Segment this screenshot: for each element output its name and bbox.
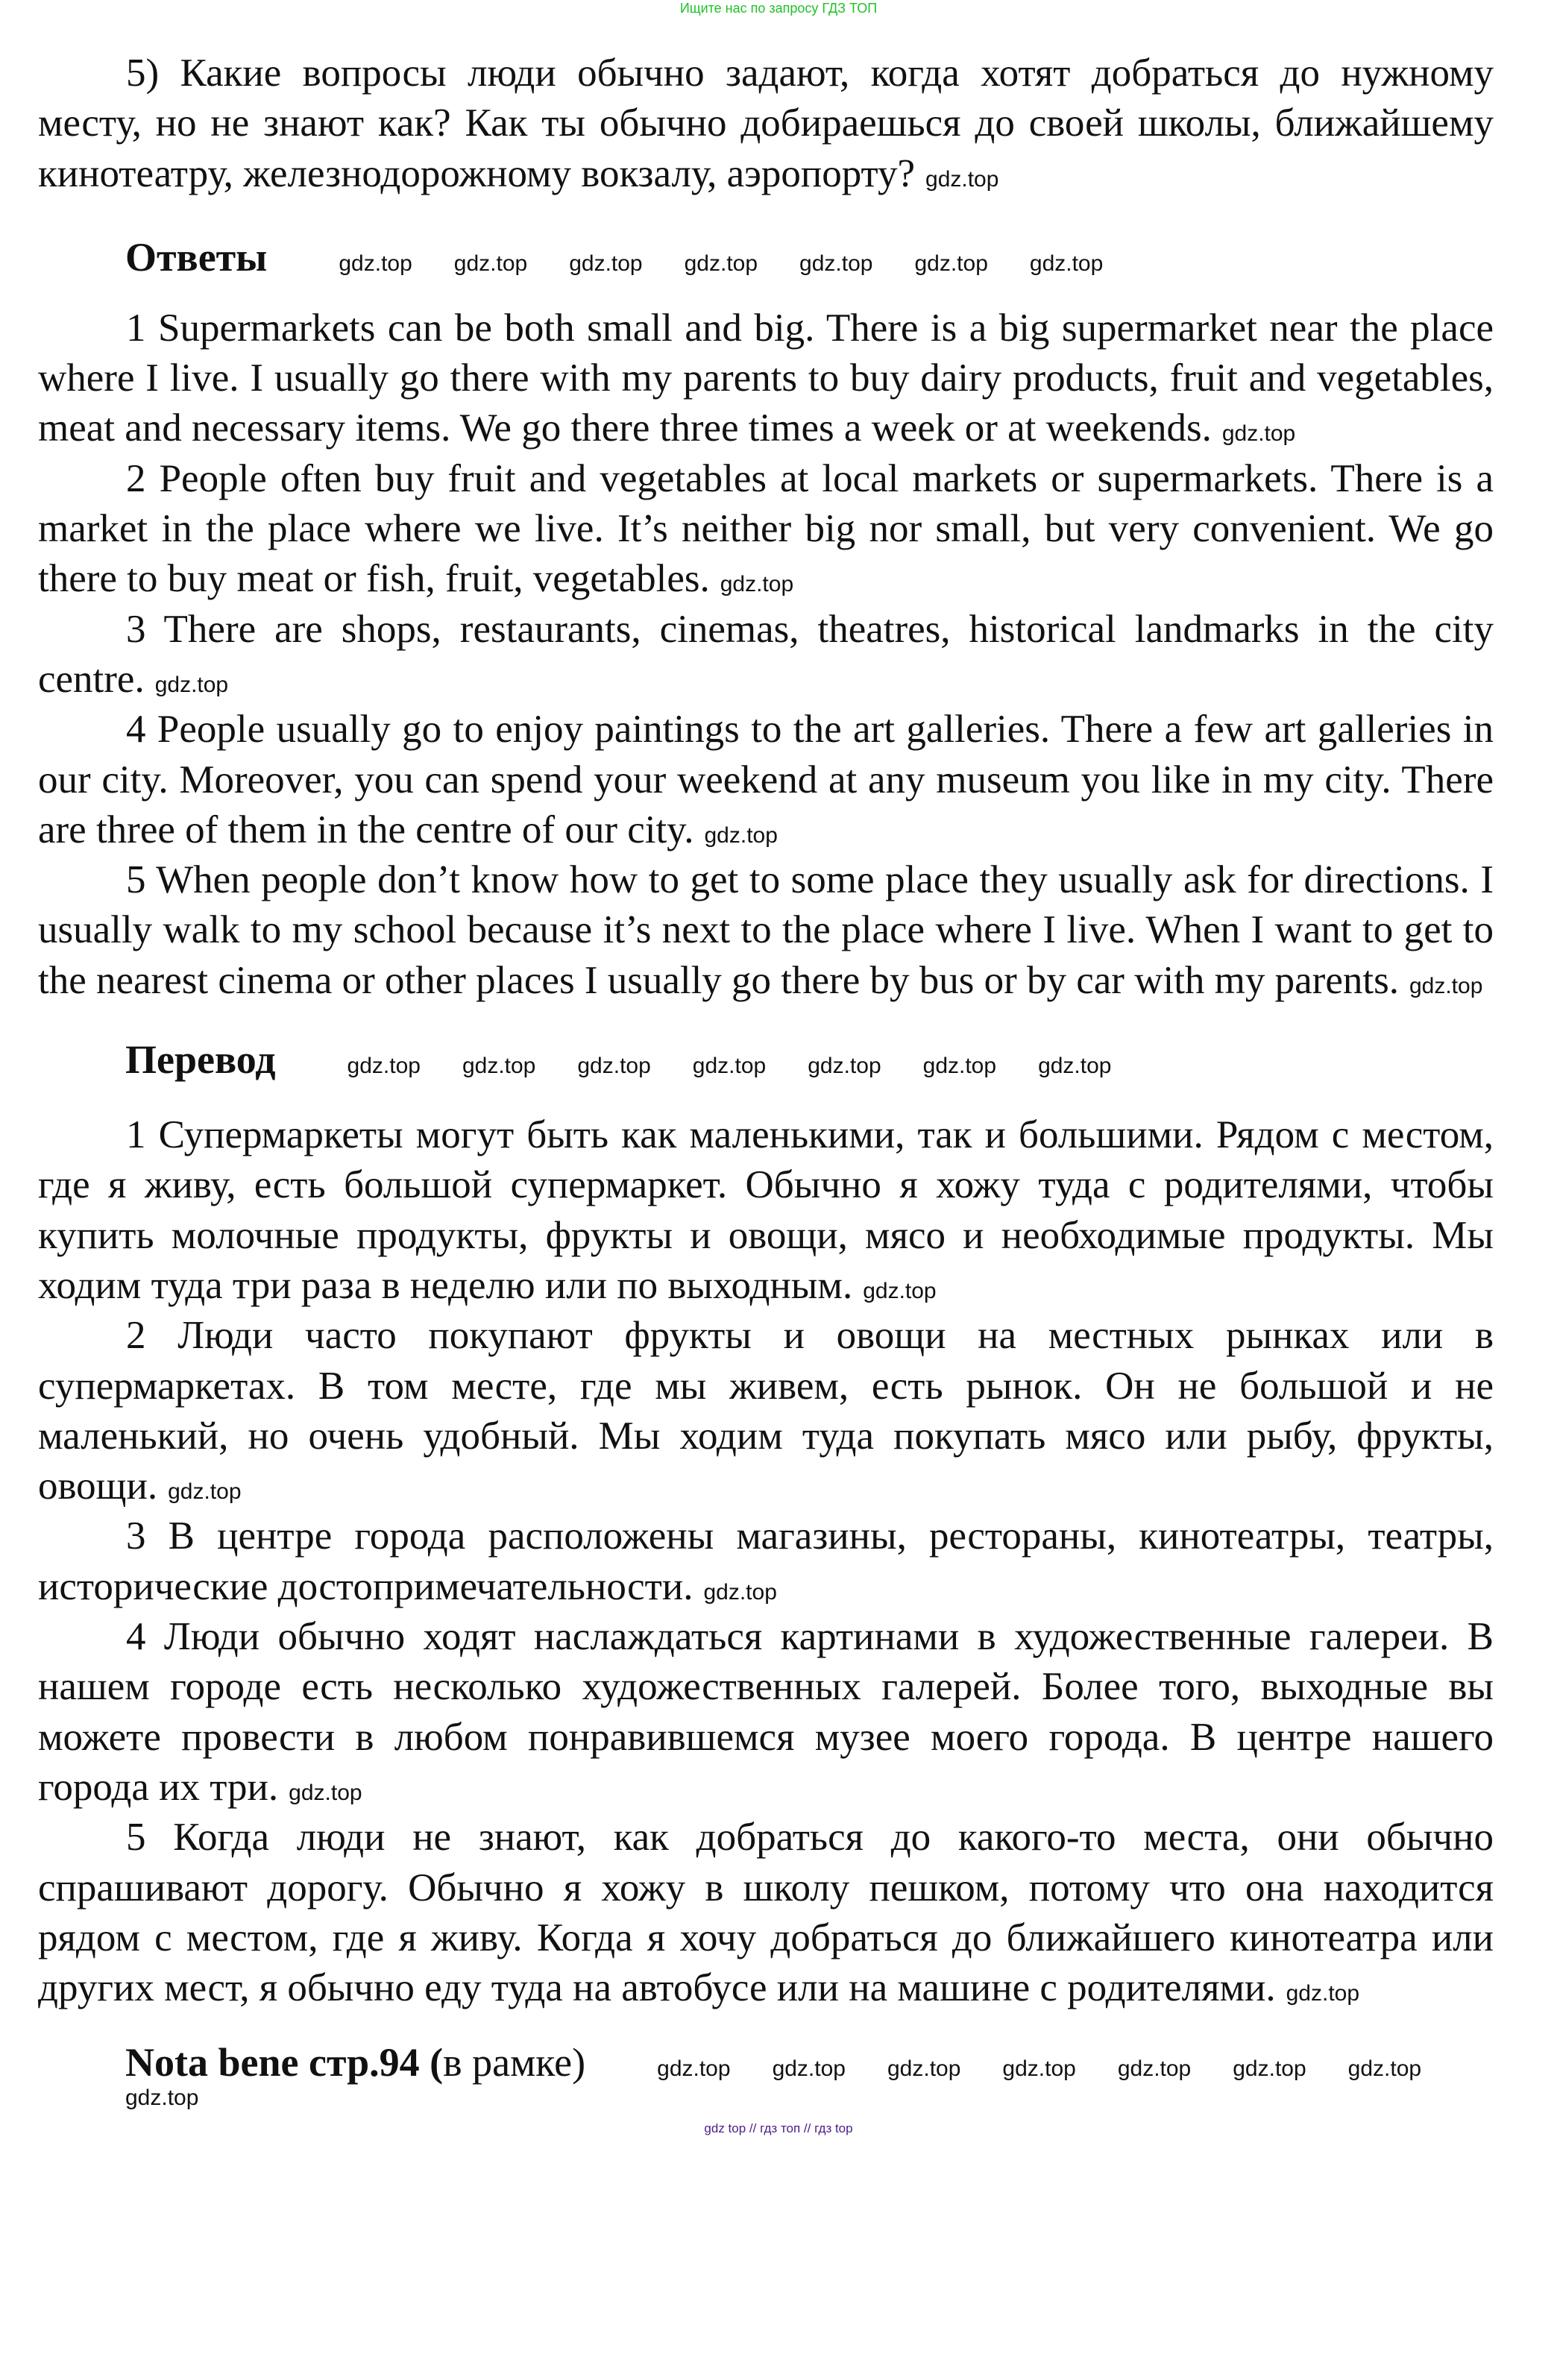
watermark-text: gdz.top [887, 2056, 961, 2082]
watermark-text: gdz.top [154, 672, 229, 697]
watermark-text: gdz.top [1409, 973, 1483, 998]
answer-5 [38, 855, 1494, 1006]
answer-2 [38, 454, 1494, 605]
question-5 [38, 48, 1494, 199]
translation-4 [38, 1612, 1494, 1813]
watermark-text: gdz.top [577, 1054, 651, 1079]
translation-1 [38, 1110, 1494, 1311]
translation-section [38, 1110, 1494, 2013]
page-content [0, 48, 1557, 2110]
nota-bene-note: в рамке) [443, 2040, 586, 2085]
answer-4-text: 4 People usually go to enjoy paintings to the art galleries. There a few art galleries in our city. Moreover, you can spend your weekend at any museum you like in my city. There are three of them in the centre of our city. [38, 708, 1494, 851]
watermark-text: gdz.top [569, 251, 643, 276]
watermark-text: gdz.top [808, 1054, 881, 1079]
answer-2-text: 2 People often buy fruit and vegetables at local markets or supermarkets. There is a market in the place where we live. It’s neither big nor small, but very convenient. We go there to buy meat or fish, fruit, vegetables. [38, 456, 1494, 601]
translation-5 [38, 1813, 1494, 2013]
watermark-text: gdz.top [692, 1054, 767, 1079]
translation-heading: Перевод [125, 1037, 276, 1083]
watermark-text: gdz.top [772, 2056, 846, 2082]
translation-2 [38, 1311, 1494, 1511]
answer-3 [38, 605, 1494, 705]
answer-1 [38, 303, 1494, 454]
watermark-text: gdz.top [657, 2056, 731, 2082]
translation-2-text: 2 Люди часто покупают фрукты и овощи на местных рынках или в супермаркетах. В том месте, где мы живем, есть рынок. Он не большой и не маленький, но очень удобный. Мы ходим туда покупать мясо или рыбу, фрукты, овощи. [38, 1314, 1494, 1508]
nota-bene-row [38, 2039, 1494, 2110]
watermark-text: gdz.top [453, 251, 528, 276]
translation-1-text: 1 Супермаркеты могут быть как маленькими, так и большими. Рядом с местом, где я живу, есть большой супермаркет. Обычно я хожу туда с родителями, чтобы купить молочные продукты, фрукты и овощи, мясо и необходимые продукты. Мы ходим туда три раза в неделю или по выходным. [38, 1113, 1494, 1307]
watermark-text: gdz.top [1286, 1981, 1360, 2006]
watermark-text: gdz.top [1117, 2056, 1192, 2082]
watermark-text: gdz.top [720, 572, 794, 597]
translation-4-text: 4 Люди обычно ходят наслаждаться картинами в художественные галереи. В нашем городе есть несколько художественных галерей. Более того, выходные вы можете провести в любом понравившемся музее моего города. В центре нашего города их три. [38, 1615, 1494, 1809]
answer-5-text: 5 When people don’t know how to get to some place they usually ask for directions. I usually walk to my school because it’s next to the place where I live. When I want to get to the nearest cinema or other places I usually go there by bus or by car with my parents. [38, 858, 1494, 1002]
watermark-text: gdz.top [125, 2085, 199, 2111]
translation-3 [38, 1511, 1494, 1612]
answers-heading-row [38, 233, 1494, 281]
watermark-text: gdz.top [1233, 2056, 1306, 2082]
nota-bene-title: Nota bene стр.94 ( [125, 2040, 444, 2085]
answer-1-text: 1 Supermarkets can be both small and big. There is a big supermarket near the place where I live. I usually go there with my parents to buy dairy products, fruit and vegetables, meat and necessary items. We go there three times a week or at weekends. [38, 306, 1494, 450]
translation-heading-row [38, 1036, 1494, 1083]
answer-3-text: 3 There are shops, restaurants, cinemas, theatres, historical landmarks in the city centre. [38, 607, 1494, 701]
watermark-text: gdz.top [462, 1054, 536, 1079]
question-text: 5) Какие вопросы люди обычно задают, когда хотят добраться до нужному месту, но не знают как? Как ты обычно добираешься до своей школы, ближайшему кинотеатру, железнодорожному вокзалу, аэропорту? [38, 51, 1494, 195]
watermark-text: gdz.top [289, 1780, 362, 1805]
watermark-text: gdz.top [684, 251, 758, 276]
watermark-text: gdz.top [925, 166, 999, 192]
watermark-text: gdz.top [339, 251, 412, 276]
watermark-text: gdz.top [168, 1479, 242, 1505]
watermark-text: gdz.top [1221, 421, 1296, 447]
watermark-text: gdz.top [914, 251, 988, 276]
answers-section [38, 303, 1494, 1006]
watermark-text: gdz.top [799, 251, 873, 276]
top-banner[interactable]: Ищите нас по запросу ГДЗ ТОП [679, 1, 878, 16]
watermark-text: gdz.top [1347, 2056, 1422, 2082]
watermark-text: gdz.top [703, 1579, 777, 1605]
watermark-text: gdz.top [1029, 251, 1104, 276]
watermark-text: gdz.top [863, 1278, 937, 1303]
translation-5-text: 5 Когда люди не знают, как добраться до какого-то места, они обычно спрашивают дорогу. Обычно я хожу в школу пешком, потому что она находится рядом с местом, где я живу. Когда я хочу добраться до ближайшего кинотеатра или других мест, я обычно еду туда на автобусе или на машине с родителями. [38, 1816, 1494, 2010]
watermark-text: gdz.top [922, 1054, 997, 1079]
translation-3-text: 3 В центре города расположены магазины, рестораны, кинотеатры, театры, исторические достопримечательности. [38, 1514, 1494, 1608]
answers-heading: Ответы [125, 234, 268, 280]
nota-bene [125, 2039, 585, 2086]
bottom-banner[interactable]: gdz top // гдз топ // гдз top [704, 2121, 853, 2136]
watermark-text: gdz.top [347, 1054, 421, 1079]
answer-4 [38, 705, 1494, 855]
watermark-text: gdz.top [1038, 1054, 1112, 1079]
watermark-text: gdz.top [704, 822, 778, 848]
watermark-text: gdz.top [1002, 2056, 1076, 2082]
